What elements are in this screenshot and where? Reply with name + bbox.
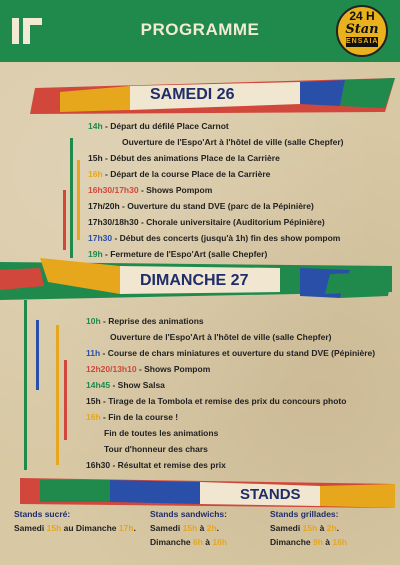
event-line: 15h - Début des animations Place de la Carrière (88, 153, 280, 163)
event-line: 14h - Départ du défilé Place Carnot (88, 121, 229, 131)
event-line: 10h - Reprise des animations (86, 316, 204, 326)
decor-bar (24, 300, 27, 470)
badge-top: 24 H (349, 9, 375, 23)
event-line: 17h/20h - Ouverture du stand DVE (parc de la Pépinière) (88, 201, 314, 211)
event-line: Ouverture de l'Espo'Art à l'hôtel de ville (salle Chepfer) (122, 137, 344, 147)
event-line: Tour d'honneur des chars (104, 444, 208, 454)
decor-bar (56, 325, 59, 465)
event-line: 16h - Départ de la course Place de la Carrière (88, 169, 271, 179)
event-line: 16h - Fin de la course ! (86, 412, 179, 422)
event-line: 17h30 - Début des concerts (jusqu'à 1h) fin des show pompom (88, 233, 341, 243)
event-line: 11h - Course de chars miniatures et ouverture du stand DVE (Pépinière) (86, 348, 376, 358)
event-line: Ouverture de l'Espo'Art à l'hôtel de ville (salle Chepfer) (110, 332, 332, 342)
event-line: 15h - Tirage de la Tombola et remise des prix du concours photo (86, 396, 347, 406)
event-line: 19h - Fermeture de l'Espo'Art (salle Chepfer) (88, 249, 268, 259)
decor-bar (64, 360, 67, 440)
event-badge (336, 5, 388, 57)
header-bar (0, 0, 400, 62)
stands-sweet: Stands sucré: Samedi 15h au Dimanche 17h. (14, 509, 136, 533)
event-line: 12h20/13h10 - Shows Pompom (86, 364, 211, 374)
decor-bar (70, 138, 73, 258)
badge-bottom: ENSAIA (346, 38, 379, 45)
sunday-title: DIMANCHE 27 (140, 272, 249, 289)
stands-title: STANDS (240, 486, 301, 503)
badge-middle: Stan (345, 22, 379, 37)
decor-bar (77, 160, 80, 240)
page-title: PROGRAMME (140, 20, 260, 39)
event-line: 16h30/17h30 - Shows Pompom (88, 185, 213, 195)
stands-sandwich: Stands sandwichs: Samedi 15h à 2h. Dimanche 6h à 16h (150, 509, 228, 547)
event-line: 17h30/18h30 - Chorale universitaire (Auditorium Pépinière) (88, 217, 325, 227)
decor-bar (63, 190, 66, 250)
saturday-title: SAMEDI 26 (150, 86, 235, 103)
event-line: Fin de toutes les animations (104, 428, 219, 438)
event-line: 14h45 - Show Salsa (86, 380, 165, 390)
event-line: 16h30 - Résultat et remise des prix (86, 460, 226, 470)
decor-bar (36, 320, 39, 390)
stands-grill: Stands grillades: Samedi 15h à 2h. Dimanche 9h à 16h (270, 509, 348, 547)
